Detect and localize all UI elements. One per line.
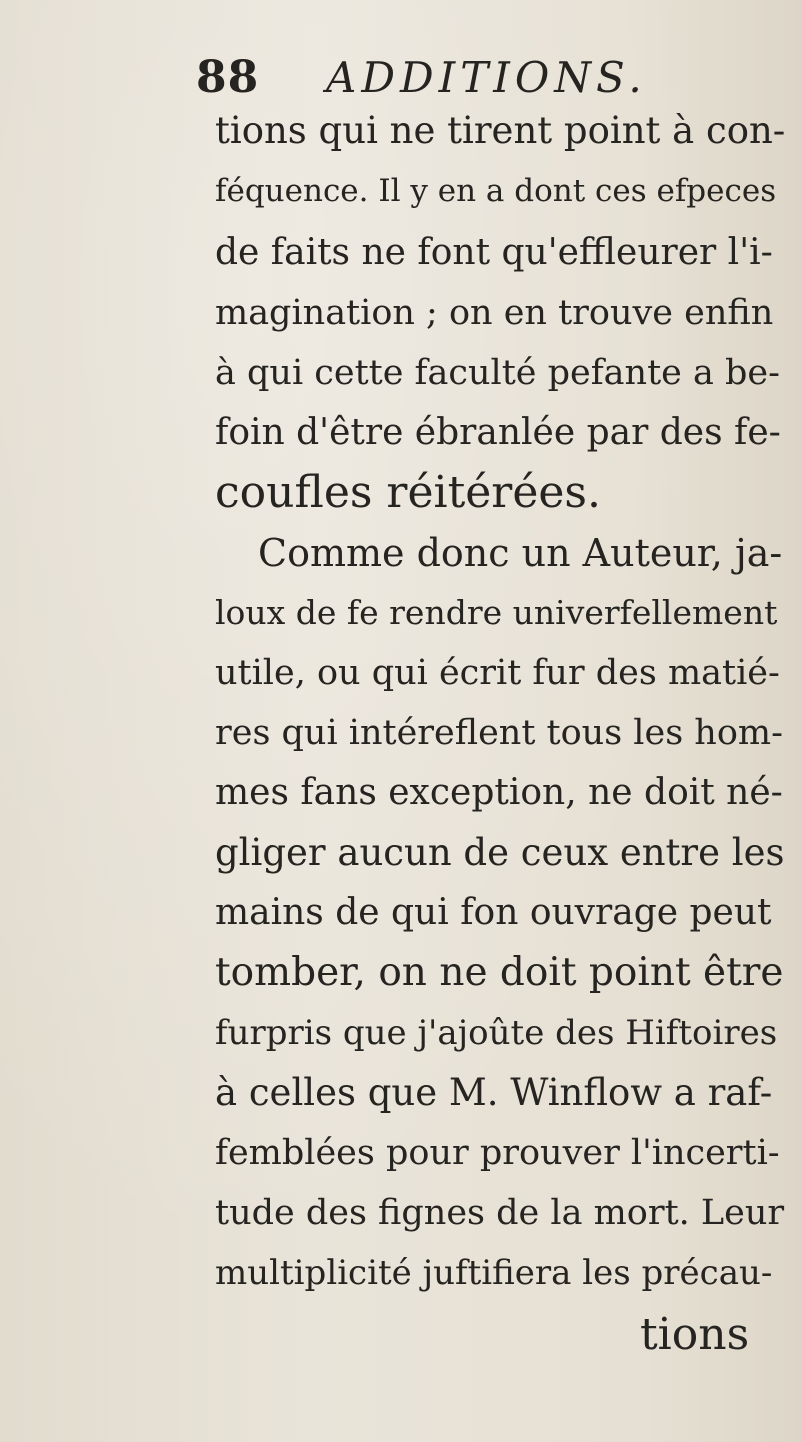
- text-line: féquence. Il y en a dont ces efpeces: [215, 173, 777, 209]
- text-line: utile, ou qui écrit fur des matié-: [215, 653, 780, 693]
- text-line: gliger aucun de ceux entre les: [215, 831, 785, 874]
- running-head: ADDITIONS.: [326, 53, 647, 102]
- text-line: Comme donc un Auteur, ja-: [258, 531, 783, 575]
- text-line: tions qui ne tirent point à con-: [215, 109, 786, 152]
- page-number: 88: [196, 52, 260, 103]
- text-line: foin d'être ébranlée par des fe-: [215, 412, 781, 453]
- text-line: mes fans exception, ne doit né-: [215, 772, 783, 813]
- text-line: tude des fignes de la mort. Leur: [215, 1193, 785, 1233]
- text-line: femblées pour prouver l'incerti-: [215, 1133, 780, 1173]
- text-line: multiplicité juftifiera les précau-: [215, 1253, 773, 1293]
- text-line: coufles réitérées.: [215, 467, 601, 518]
- text-line: tions: [640, 1309, 750, 1360]
- text-line: à celles que M. Winflow a raf-: [215, 1071, 773, 1114]
- text-line: magination ; on en trouve enfin: [215, 293, 774, 333]
- text-line: mains de qui fon ouvrage peut: [215, 892, 772, 933]
- text-line: de faits ne font qu'effleurer l'i-: [215, 232, 773, 273]
- text-line: loux de fe rendre univerfellement: [215, 593, 778, 632]
- text-line: furpris que j'ajoûte des Hiftoires: [215, 1013, 778, 1053]
- text-line: res qui intéreflent tous les hom-: [215, 713, 783, 753]
- page-header: [0, 48, 801, 108]
- text-line: à qui cette faculté pefante a be-: [215, 353, 780, 393]
- text-line: tomber, on ne doit point être: [215, 950, 784, 995]
